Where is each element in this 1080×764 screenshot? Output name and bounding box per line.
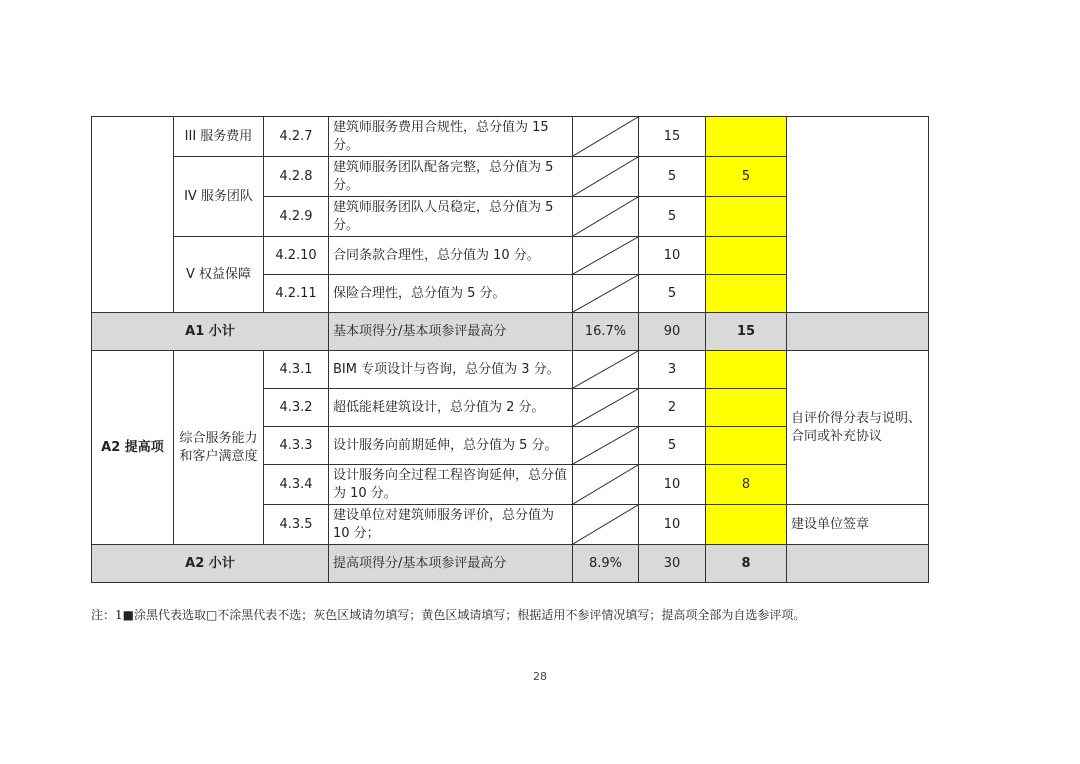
item-code: 4.2.9 <box>264 197 329 237</box>
max-score: 5 <box>639 275 706 313</box>
item-description: 设计服务向前期延伸，总分值为 5 分。 <box>329 427 573 465</box>
na-diagonal-cell <box>573 197 639 237</box>
remark-cell <box>787 117 929 313</box>
score-input-cell[interactable] <box>706 117 787 157</box>
group-label: V 权益保障 <box>174 237 264 313</box>
score-input-cell[interactable] <box>706 275 787 313</box>
score-input-cell[interactable]: 8 <box>706 465 787 505</box>
section-blank-cell <box>92 117 174 313</box>
score-input-cell[interactable] <box>706 351 787 389</box>
item-code: 4.2.7 <box>264 117 329 157</box>
footnote: 注：1■涂黑代表选取□不涂黑代表不选；灰色区域请勿填写；黄色区域请填写；根据适用不参评情况填写；提高项全部为自选参评项。 <box>91 608 806 622</box>
max-score: 10 <box>639 237 706 275</box>
subtotal-description: 提高项得分/基本项参评最高分 <box>329 545 573 583</box>
item-description: 合同条款合理性，总分值为 10 分。 <box>329 237 573 275</box>
item-code: 4.3.3 <box>264 427 329 465</box>
score-input-cell[interactable] <box>706 389 787 427</box>
item-description: 保险合理性，总分值为 5 分。 <box>329 275 573 313</box>
max-score: 5 <box>639 427 706 465</box>
item-code: 4.3.1 <box>264 351 329 389</box>
item-code: 4.2.10 <box>264 237 329 275</box>
na-diagonal-cell <box>573 351 639 389</box>
subtotal-description: 基本项得分/基本项参评最高分 <box>329 313 573 351</box>
remark-cell: 建设单位签章 <box>787 505 929 545</box>
table-row <box>92 117 929 157</box>
item-code: 4.3.2 <box>264 389 329 427</box>
subtotal-score: 15 <box>706 313 787 351</box>
subtotal-percentage: 16.7% <box>573 313 639 351</box>
na-diagonal-cell <box>573 505 639 545</box>
item-description: 建筑师服务团队人员稳定，总分值为 5 分。 <box>329 197 573 237</box>
item-code: 4.3.4 <box>264 465 329 505</box>
na-diagonal-cell <box>573 389 639 427</box>
subtotal-max: 30 <box>639 545 706 583</box>
item-code: 4.3.5 <box>264 505 329 545</box>
subtotal-score: 8 <box>706 545 787 583</box>
evaluation-table <box>91 116 929 583</box>
subtotal-remark <box>787 313 929 351</box>
subtotal-row-a1 <box>92 313 929 351</box>
subtotal-percentage: 8.9% <box>573 545 639 583</box>
group-label: IV 服务团队 <box>174 157 264 237</box>
item-code: 4.2.8 <box>264 157 329 197</box>
max-score: 10 <box>639 505 706 545</box>
na-diagonal-cell <box>573 237 639 275</box>
item-description: 设计服务向全过程工程咨询延伸，总分值为 10 分。 <box>329 465 573 505</box>
score-input-cell[interactable] <box>706 197 787 237</box>
subtotal-max: 90 <box>639 313 706 351</box>
section-label-a2: A2 提高项 <box>92 351 174 545</box>
table-row <box>92 351 929 389</box>
score-input-cell[interactable]: 5 <box>706 157 787 197</box>
score-input-cell[interactable] <box>706 427 787 465</box>
max-score: 15 <box>639 117 706 157</box>
page-number: 28 <box>533 670 547 683</box>
max-score: 10 <box>639 465 706 505</box>
subtotal-remark <box>787 545 929 583</box>
subtotal-row-a2 <box>92 545 929 583</box>
max-score: 3 <box>639 351 706 389</box>
item-description: 建筑师服务团队配备完整，总分值为 5 分。 <box>329 157 573 197</box>
group-label: 综合服务能力和客户满意度 <box>174 351 264 545</box>
max-score: 2 <box>639 389 706 427</box>
score-input-cell[interactable] <box>706 505 787 545</box>
item-description: 建筑师服务费用合规性，总分值为 15 分。 <box>329 117 573 157</box>
max-score: 5 <box>639 157 706 197</box>
max-score: 5 <box>639 197 706 237</box>
na-diagonal-cell <box>573 275 639 313</box>
subtotal-label: A2 小计 <box>92 545 329 583</box>
score-input-cell[interactable] <box>706 237 787 275</box>
remark-cell: 自评价得分表与说明、合同或补充协议 <box>787 351 929 505</box>
item-description: 超低能耗建筑设计，总分值为 2 分。 <box>329 389 573 427</box>
item-description: 建设单位对建筑师服务评价，总分值为 10 分； <box>329 505 573 545</box>
subtotal-label: A1 小计 <box>92 313 329 351</box>
item-description: BIM 专项设计与咨询，总分值为 3 分。 <box>329 351 573 389</box>
item-code: 4.2.11 <box>264 275 329 313</box>
na-diagonal-cell <box>573 427 639 465</box>
na-diagonal-cell <box>573 157 639 197</box>
group-label: III 服务费用 <box>174 117 264 157</box>
na-diagonal-cell <box>573 465 639 505</box>
na-diagonal-cell <box>573 117 639 157</box>
